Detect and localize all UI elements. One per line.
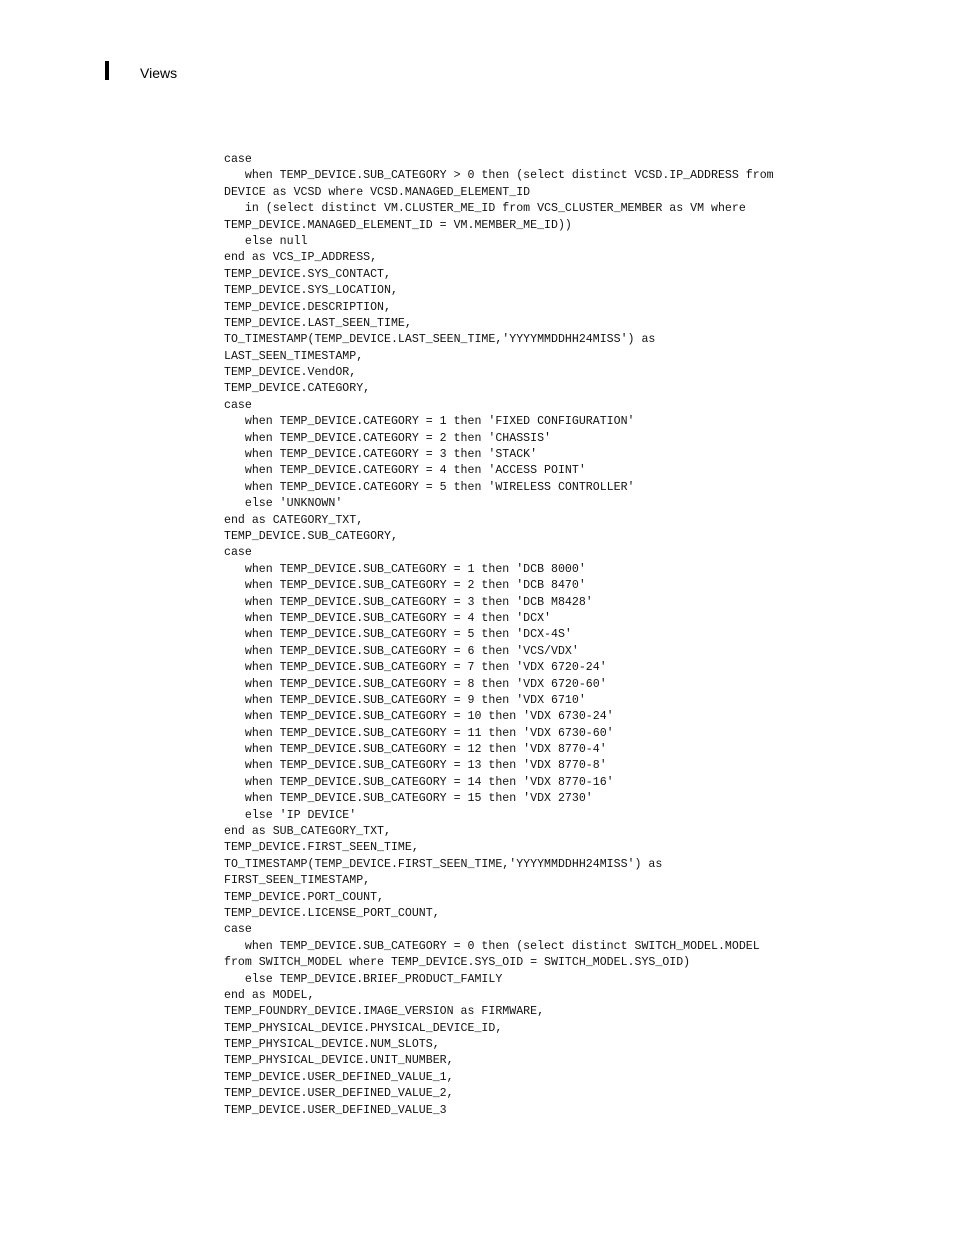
code-line: when TEMP_DEVICE.SUB_CATEGORY = 4 then 'DCX' [224, 611, 551, 625]
code-line: when TEMP_DEVICE.SUB_CATEGORY = 12 then 'VDX 8770-4' [224, 743, 607, 757]
code-line: TEMP_PHYSICAL_DEVICE.NUM_SLOTS, [224, 1038, 440, 1052]
code-line: TEMP_PHYSICAL_DEVICE.PHYSICAL_DEVICE_ID, [224, 1021, 503, 1035]
code-line: end as CATEGORY_TXT, [224, 513, 364, 527]
code-line: TEMP_DEVICE.MANAGED_ELEMENT_ID = VM.MEMBER_ME_ID)) [224, 218, 572, 232]
code-line: TO_TIMESTAMP(TEMP_DEVICE.FIRST_SEEN_TIME,'YYYYMMDDHH24MISS') as [224, 857, 663, 871]
code-line: when TEMP_DEVICE.CATEGORY = 1 then 'FIXED CONFIGURATION' [224, 415, 635, 429]
code-listing [224, 152, 924, 1119]
code-line: when TEMP_DEVICE.SUB_CATEGORY = 7 then 'VDX 6720-24' [224, 661, 607, 675]
code-line: case [224, 153, 252, 166]
code-line: TEMP_DEVICE.SYS_LOCATION, [224, 284, 398, 298]
code-line: else null [224, 234, 308, 248]
code-line: case [224, 546, 252, 560]
code-line: when TEMP_DEVICE.CATEGORY = 5 then 'WIRELESS CONTROLLER' [224, 480, 635, 494]
code-line: when TEMP_DEVICE.SUB_CATEGORY = 9 then 'VDX 6710' [224, 693, 586, 707]
code-line: TEMP_DEVICE.LAST_SEEN_TIME, [224, 316, 412, 330]
code-line: in (select distinct VM.CLUSTER_ME_ID from VCS_CLUSTER_MEMBER as VM where [224, 202, 746, 216]
code-line: end as SUB_CATEGORY_TXT, [224, 825, 391, 839]
code-line: case [224, 923, 252, 937]
code-line: TEMP_DEVICE.CATEGORY, [224, 382, 371, 396]
code-line: DEVICE as VCSD where VCSD.MANAGED_ELEMENT_ID [224, 185, 531, 199]
code-line: TEMP_DEVICE.SYS_CONTACT, [224, 267, 391, 281]
code-line: when TEMP_DEVICE.SUB_CATEGORY = 13 then 'VDX 8770-8' [224, 759, 607, 773]
code-line: when TEMP_DEVICE.SUB_CATEGORY = 11 then 'VDX 6730-60' [224, 726, 614, 740]
code-line: TEMP_DEVICE.USER_DEFINED_VALUE_1, [224, 1070, 454, 1084]
code-line: TEMP_DEVICE.USER_DEFINED_VALUE_2, [224, 1087, 454, 1101]
code-line: when TEMP_DEVICE.SUB_CATEGORY = 10 then 'VDX 6730-24' [224, 710, 614, 724]
code-line: TEMP_PHYSICAL_DEVICE.UNIT_NUMBER, [224, 1054, 454, 1068]
code-line: else TEMP_DEVICE.BRIEF_PRODUCT_FAMILY [224, 972, 503, 986]
code-line: when TEMP_DEVICE.SUB_CATEGORY = 2 then 'DCB 8470' [224, 579, 586, 593]
code-line: when TEMP_DEVICE.CATEGORY = 2 then 'CHASSIS' [224, 431, 551, 445]
code-line: when TEMP_DEVICE.SUB_CATEGORY = 0 then (select distinct SWITCH_MODEL.MODEL [224, 939, 760, 953]
code-line: TEMP_DEVICE.DESCRIPTION, [224, 300, 391, 314]
code-line: TEMP_FOUNDRY_DEVICE.IMAGE_VERSION as FIRMWARE, [224, 1005, 545, 1019]
code-line: when TEMP_DEVICE.SUB_CATEGORY = 14 then 'VDX 8770-16' [224, 775, 614, 789]
code-line: TEMP_DEVICE.USER_DEFINED_VALUE_3 [224, 1103, 447, 1117]
code-line: when TEMP_DEVICE.SUB_CATEGORY = 15 then 'VDX 2730' [224, 792, 593, 806]
code-line: when TEMP_DEVICE.CATEGORY = 4 then 'ACCESS POINT' [224, 464, 586, 478]
code-line: when TEMP_DEVICE.SUB_CATEGORY = 6 then 'VCS/VDX' [224, 644, 579, 658]
code-line: TEMP_DEVICE.PORT_COUNT, [224, 890, 385, 904]
code-line: FIRST_SEEN_TIMESTAMP, [224, 874, 371, 888]
code-line: when TEMP_DEVICE.SUB_CATEGORY = 1 then 'DCB 8000' [224, 562, 586, 576]
code-line: TEMP_DEVICE.FIRST_SEEN_TIME, [224, 841, 419, 855]
code-line: else 'UNKNOWN' [224, 497, 343, 511]
code-line: when TEMP_DEVICE.CATEGORY = 3 then 'STACK' [224, 448, 538, 462]
code-line: when TEMP_DEVICE.SUB_CATEGORY = 5 then 'DCX-4S' [224, 628, 572, 642]
code-line: LAST_SEEN_TIMESTAMP, [224, 349, 364, 363]
header-rule-bar [105, 61, 109, 80]
code-line: case [224, 398, 252, 412]
code-line: else 'IP DEVICE' [224, 808, 357, 822]
code-line: TEMP_DEVICE.LICENSE_PORT_COUNT, [224, 906, 440, 920]
code-line: end as MODEL, [224, 988, 315, 1002]
code-line: when TEMP_DEVICE.SUB_CATEGORY = 8 then 'VDX 6720-60' [224, 677, 607, 691]
code-line: TEMP_DEVICE.VendOR, [224, 366, 357, 380]
code-line: when TEMP_DEVICE.SUB_CATEGORY = 3 then 'DCB M8428' [224, 595, 593, 609]
code-line: from SWITCH_MODEL where TEMP_DEVICE.SYS_OID = SWITCH_MODEL.SYS_OID) [224, 956, 691, 970]
code-line: end as VCS_IP_ADDRESS, [224, 251, 378, 265]
code-line: TO_TIMESTAMP(TEMP_DEVICE.LAST_SEEN_TIME,'YYYYMMDDHH24MISS') as [224, 333, 656, 347]
code-line: when TEMP_DEVICE.SUB_CATEGORY > 0 then (select distinct VCSD.IP_ADDRESS from [224, 169, 774, 183]
code-line: TEMP_DEVICE.SUB_CATEGORY, [224, 529, 398, 543]
section-title: Views [140, 65, 178, 81]
